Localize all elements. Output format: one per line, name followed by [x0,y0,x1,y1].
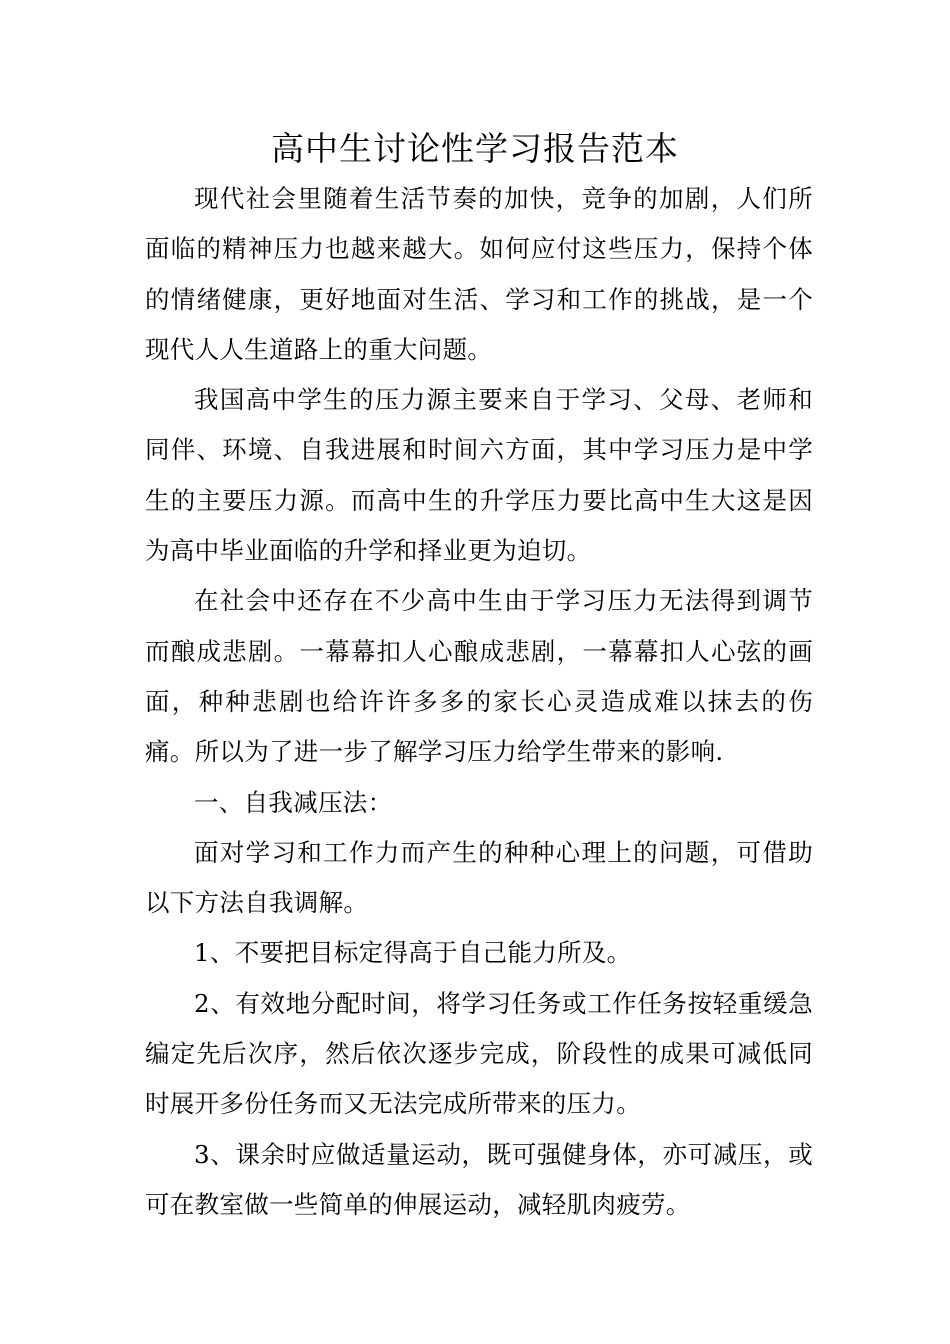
list-item-1: 1、不要把目标定得高于自己能力所及。 [194,938,632,968]
document-title: 高中生讨论性学习报告范本 [271,129,679,168]
paragraph-methods-intro: 面对学习和工作力而产生的种种心理上的问题，可借助以下方法自我调解。 [145,837,813,918]
document-body [145,174,813,1230]
paragraph-tragedies: 在社会中还存在不少高中生由于学习压力无法得到调节而酿成悲剧。一幕幕扣人心酿成悲剧，一幕幕扣人心弦的画面，种种悲剧也给许许多多的家长心灵造成难以抹去的伤痛。所以为了进一步了解学习压力给学生带来的影响. [145,586,813,767]
list-item-2: 2、有效地分配时间，将学习任务或工作任务按轻重缓急编定先后次序，然后依次逐步完成，阶段性的成果可减低同时展开多份任务而又无法完成所带来的压力。 [145,988,813,1119]
paragraph-intro: 现代社会里随着生活节奏的加快，竞争的加剧，人们所面临的精神压力也越来越大。如何应付这些压力，保持个体的情绪健康，更好地面对生活、学习和工作的挑战，是一个现代人人生道路上的重大问题。 [145,184,813,364]
paragraph-stress-sources: 我国高中学生的压力源主要来自于学习、父母、老师和同伴、环境、自我进展和时间六方面，其中学习压力是中学生的主要压力源。而高中生的升学压力要比高中生大这是因为高中毕业面临的升学和择业更为迫切。 [145,385,813,566]
section-heading-self-relief: 一、自我减压法： [194,787,393,817]
list-item-3: 3、课余时应做适量运动，既可强健身体，亦可减压，或可在教室做一些简单的伸展运动，减轻肌肉疲劳。 [145,1139,813,1219]
